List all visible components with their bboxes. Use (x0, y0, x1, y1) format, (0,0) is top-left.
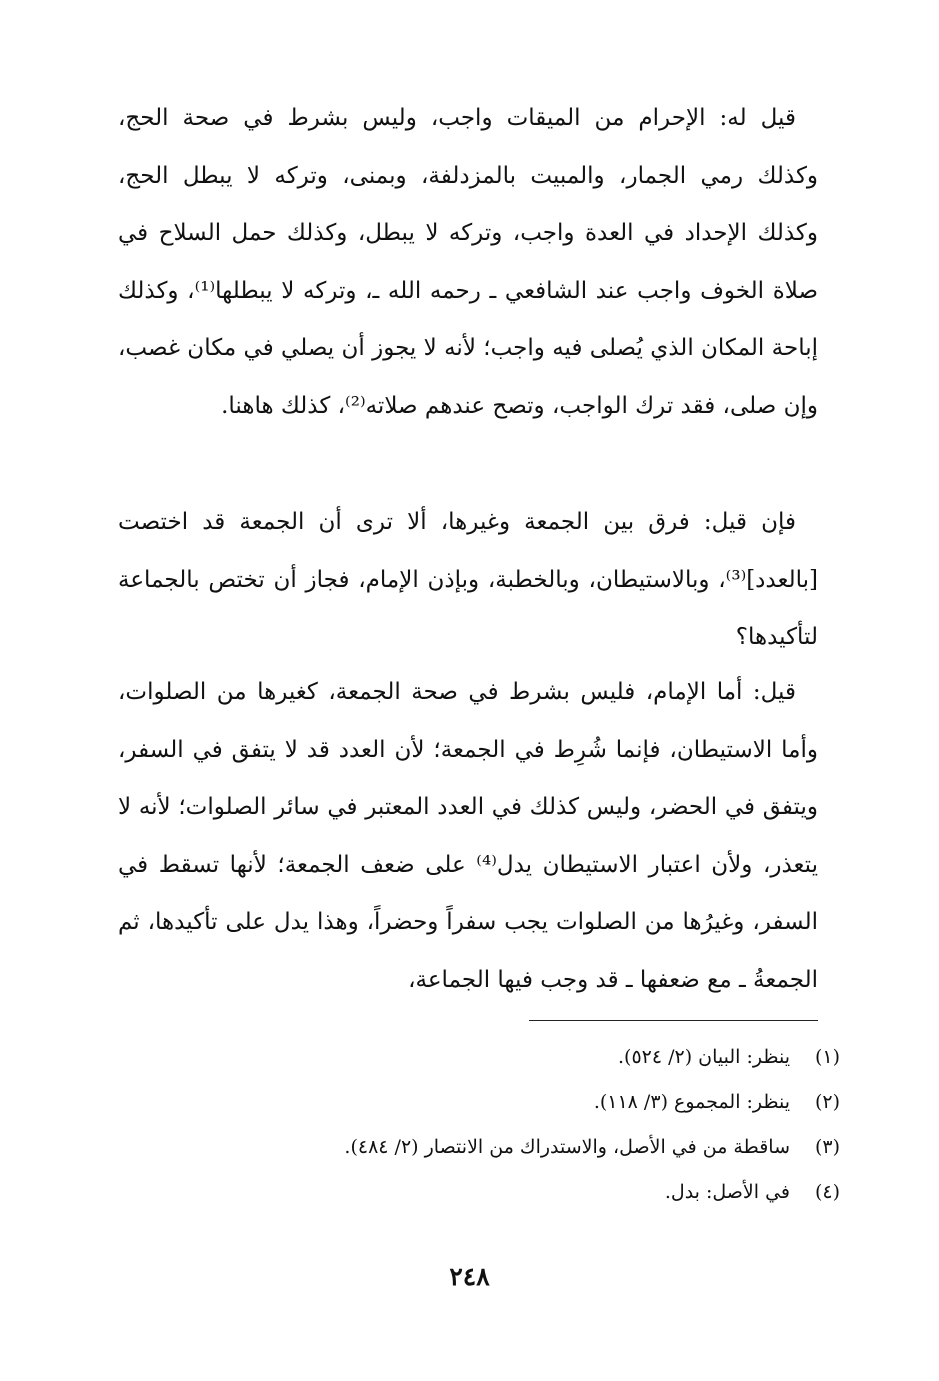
footnote-number: (٣) (814, 1136, 840, 1158)
body-paragraph-3: قيل: أما الإمام، فليس بشرط في صحة الجمعة، كغيرها من الصلوات، وأما الاستيطان، فإنما شُرِط في الجمعة؛ لأن العدد قد لا يتفق في السفر، ويتفق في الحضر، وليس كذلك في العدد المعتبر في سائر الصلوات؛ لأنه لا يتعذر، ولأن اعتبار الاستيطان يدل⁽⁴⁾ على ضعف الجمعة؛ لأنها تسقط في السفر، وغيرُها من الصلوات يجب سفراً وحضراً، وهذا يدل على تأكيدها، ثم الجمعةُ ـ مع ضعفها ـ قد وجب فيها الجماعة، (118, 679, 818, 993)
footnote-1 (200, 1035, 840, 1080)
page-number: ٢٤٨ (449, 1262, 490, 1291)
footnote-number: (٢) (814, 1091, 840, 1113)
footnote-number: (٤) (814, 1181, 840, 1203)
footnote-separator (529, 1020, 818, 1021)
footnote-2 (200, 1080, 840, 1125)
footnote-number: (١) (814, 1046, 840, 1068)
footnote-text: في الأصل: بدل. (664, 1181, 790, 1203)
footnote-text: ساقطة من في الأصل، والاستدراك من الانتصار (٢/ ٤٨٤). (344, 1136, 790, 1158)
body-paragraph-2: فإن قيل: فرق بين الجمعة وغيرها، ألا ترى أن الجمعة قد اختصت [بالعدد]⁽³⁾، وبالاستيطان، وبالخطبة، وبإذن الإمام، فجاز أن تختص بالجماعة لتأكيدها؟ (118, 509, 818, 650)
footnote-text: ينظر: المجموع (٣/ ١١٨). (593, 1091, 790, 1113)
footnote-3 (200, 1125, 840, 1170)
footnotes-section (200, 1035, 840, 1215)
footnote-text: ينظر: البيان (٢/ ٥٢٤). (617, 1046, 790, 1068)
footnote-4 (200, 1170, 840, 1215)
body-paragraph-1: قيل له: الإحرام من الميقات واجب، وليس بشرط في صحة الحج، وكذلك رمي الجمار، والمبيت بالمزدلفة، وبمنى، وتركه لا يبطل الحج، وكذلك الإحداد في العدة واجب، وتركه لا يبطل، وكذلك حمل السلاح في صلاة الخوف واجب عند الشافعي ـ رحمه الله ـ، وتركه لا يبطلها⁽¹⁾، وكذلك إباحة المكان الذي يُصلى فيه واجب؛ لأنه لا يجوز أن يصلي في مكان غصب، وإن صلى، فقد ترك الواجب، وتصح عندهم صلاته⁽²⁾، كذلك هاهنا. (118, 105, 818, 419)
